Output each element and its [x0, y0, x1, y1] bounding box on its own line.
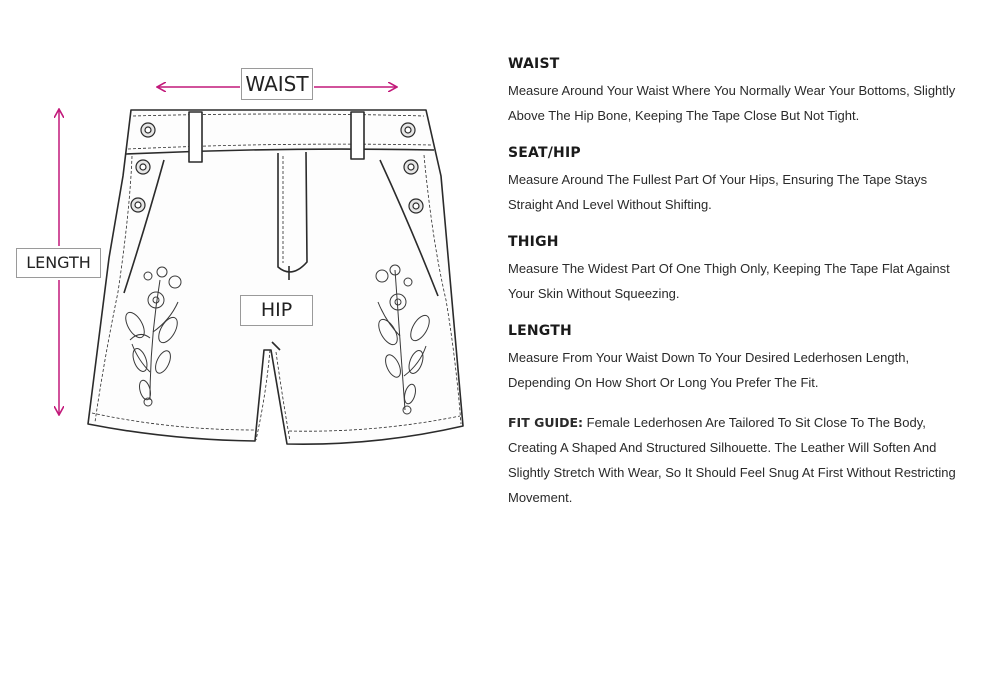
section-body: Measure Around The Fullest Part Of Your Hips, Ensuring The Tape Stays Straight And Level Without Shifting. — [508, 172, 928, 212]
fit-guide — [508, 410, 958, 510]
fit-guide-body: Female Lederhosen Are Tailored To Sit Close To The Body, Creating A Shaped And Structured Silhouette. The Leather Will Soften And Slightly Stretch With Wear, So It Should Feel Snug At First Without Restricting Movement. — [508, 415, 956, 505]
length-label: LENGTH — [16, 248, 101, 278]
seat-hip-section — [508, 143, 958, 217]
fit-guide-text — [508, 410, 958, 510]
length-section — [508, 321, 958, 395]
hip-label: HIP — [240, 295, 313, 326]
section-title: THIGH — [508, 234, 559, 250]
section-title: SEAT/HIP — [508, 145, 581, 161]
section-body: Measure The Widest Part Of One Thigh Only, Keeping The Tape Flat Against Your Skin Without Squeezing. — [508, 261, 950, 301]
waist-label: WAIST — [241, 68, 313, 100]
section-title: WAIST — [508, 56, 560, 72]
fit-guide-label: FIT GUIDE: — [508, 415, 584, 430]
waist-section — [508, 54, 958, 128]
section-body: Measure Around Your Waist Where You Normally Wear Your Bottoms, Slightly Above The Hip Bone, Keeping The Tape Close But Not Tight. — [508, 83, 956, 123]
thigh-section — [508, 232, 958, 306]
measurement-guide — [508, 54, 958, 510]
section-title: LENGTH — [508, 323, 572, 339]
section-body: Measure From Your Waist Down To Your Desired Lederhosen Length, Depending On How Short Or Long You Prefer The Fit. — [508, 350, 910, 390]
